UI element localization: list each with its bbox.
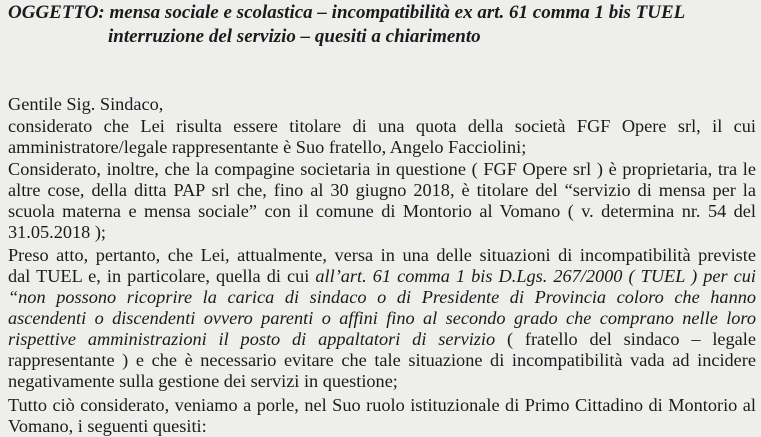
subject-line-2: interruzione del servizio – quesiti a chiarimento	[108, 26, 481, 47]
paragraph-3	[8, 245, 756, 392]
paragraph-line: amministratore/legale rappresentante è Suo fratello, Angelo Facciolini;	[8, 137, 527, 157]
paragraph-4	[8, 395, 756, 437]
paragraph-2	[8, 159, 756, 243]
quoted-law-line: ascendenti o discendenti ovvero parenti o affini fino al secondo grado che comprano nelle loro	[8, 308, 756, 328]
paragraph-line: scuola materna e mensa sociale” con il comune di Montorio al Vomano ( v. determina nr. 54 del	[8, 201, 756, 221]
paragraph-line: 31.05.2018 );	[8, 222, 107, 242]
paragraph-1	[8, 116, 756, 158]
paragraph-line: Preso atto, pertanto, che Lei, attualmente, versa in una delle situazioni di incompatibilità previste	[8, 245, 756, 265]
paragraph-line: dal TUEL e, in particolare, quella di cui all’art. 61 comma 1 bis D.Lgs. 267/2000 ( TUEL ) per cui	[8, 266, 757, 286]
subject-line-1: OGGETTO: mensa sociale e scolastica – incompatibilità ex art. 61 comma 1 bis TUEL	[8, 2, 686, 23]
law-reference: all’art. 61 comma 1 bis D.Lgs. 267/2000 ( TUEL ) per cui	[315, 266, 757, 286]
paragraph-line: considerato che Lei risulta essere titolare di una quota della società FGF Opere srl, il cui	[8, 116, 756, 136]
subject-heading	[8, 2, 685, 48]
paragraph-line: Tutto ciò considerato, veniamo a porle, nel Suo ruolo istituzionale di Primo Cittadino di Montorio al	[8, 395, 756, 415]
paragraph-line: negativamente sulla gestione dei servizi in questione;	[8, 371, 398, 391]
paragraph-line: Considerato, inoltre, che la compagine societaria in questione ( FGF Opere srl ) è proprietaria, tra le	[8, 159, 756, 179]
paragraph-line: altre cose, della ditta PAP srl che, fino al 30 giugno 2018, è titolare del “servizio di mensa per la	[8, 180, 756, 200]
paragraph-line: rappresentante ) e che è necessario evitare che tale situazione di incompatibilità vada ad incidere	[8, 350, 756, 370]
salutation: Gentile Sig. Sindaco,	[8, 94, 164, 114]
paragraph-line: rispettive amministrazioni il posto di appaltatori di servizio ( fratello del sindaco – legale	[8, 329, 756, 349]
paragraph-line: Vomano, i seguenti quesiti:	[8, 416, 207, 436]
quoted-law-line: “non possono ricoprire la carica di sindaco o di Presidente di Provincia coloro che hanno	[8, 287, 756, 307]
